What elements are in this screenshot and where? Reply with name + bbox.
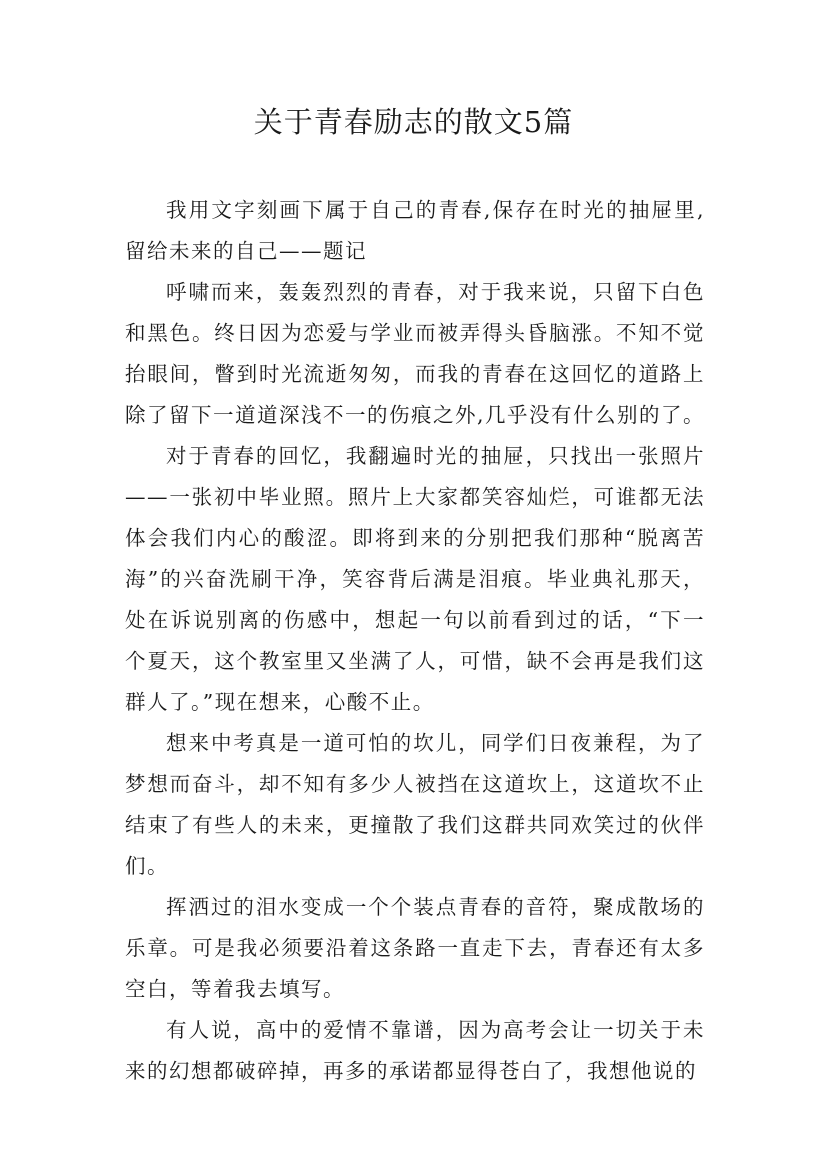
paragraph: 我用文字刻画下属于自己的青春,保存在时光的抽屉里,留给未来的自己——题记: [125, 198, 705, 263]
paragraph: 想来中考真是一道可怕的坎儿，同学们日夜兼程，为了梦想而奋斗，却不知有多少人被挡在这道坎上，这道坎不止结束了有些人的未来，更撞散了我们这群共同欢笑过的伙伴们。: [125, 731, 705, 878]
document-body: [125, 190, 705, 1092]
paragraph: 有人说，高中的爱情不靠谱，因为高考会让一切关于未来的幻想都破碎掉，再多的承诺都显得苍白了，我想他说的: [125, 1018, 705, 1083]
paragraph: 呼啸而来，轰轰烈烈的青春，对于我来说，只留下白色和黑色。终日因为恋爱与学业而被弄得头昏脑涨。不知不觉抬眼间，瞥到时光流逝匆匆，而我的青春在这回忆的道路上除了留下一道道深浅不一的伤痕之外,几乎没有什么别的了。: [125, 280, 706, 427]
paragraph: 对于青春的回忆，我翻遍时光的抽屉，只找出一张照片——一张初中毕业照。照片上大家都笑容灿烂，可谁都无法体会我们内心的酸涩。即将到来的分别把我们那种“脱离苦海”的兴奋洗刷干净，笑容背后满是泪痕。毕业典礼那天，处在诉说别离的伤感中，想起一句以前看到过的话，“下一个夏天，这个教室里又坐满了人，可惜，缺不会再是我们这群人了。”现在想来，心酸不止。: [125, 444, 705, 714]
paragraph: 挥洒过的泪水变成一个个装点青春的音符，聚成散场的乐章。可是我必须要沿着这条路一直走下去，青春还有太多空白，等着我去填写。: [125, 895, 705, 1001]
document-title: 关于青春励志的散文5篇: [253, 105, 574, 139]
